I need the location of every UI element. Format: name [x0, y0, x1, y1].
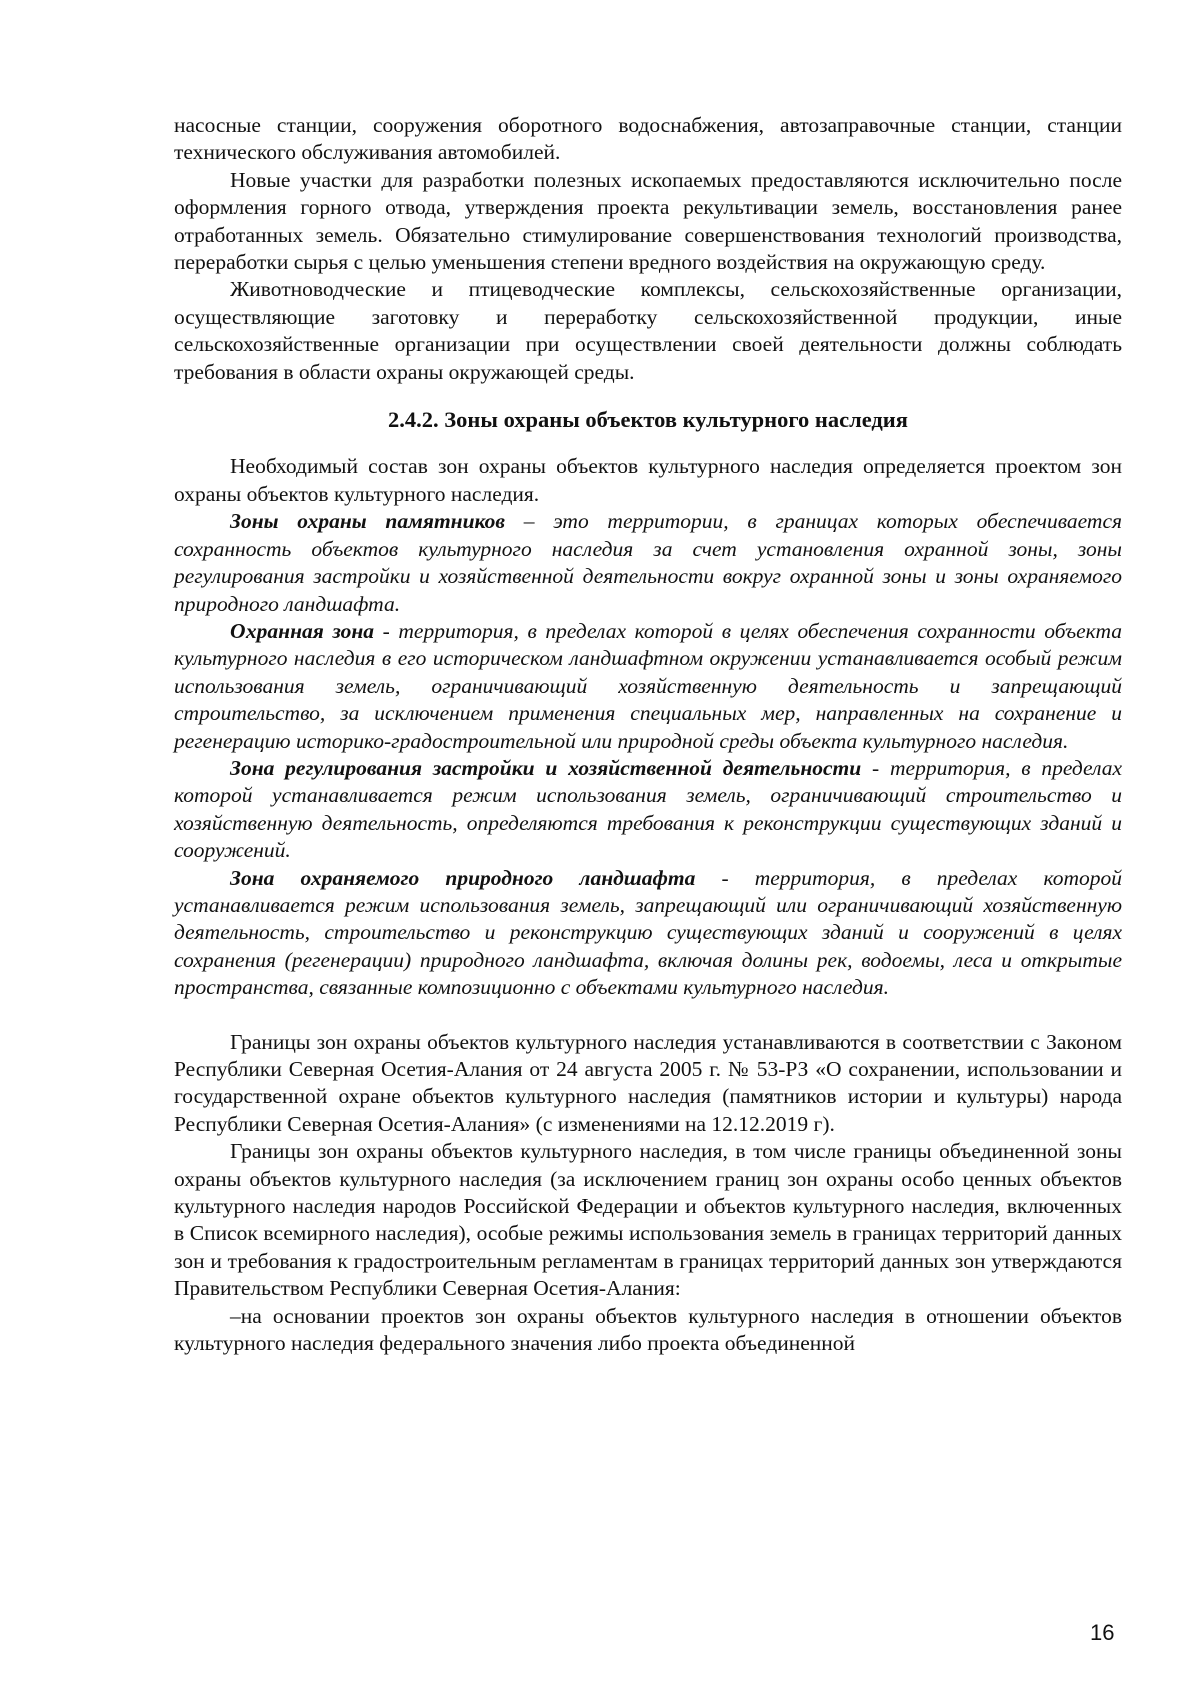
blank-line [174, 1002, 1122, 1029]
section-heading: 2.4.2. Зоны охраны объектов культурного наследия [388, 407, 908, 433]
definition-text: территория, в пределах которой устанавливается режим использования земель, запрещающий или ограничивающий хозяйственную деятельность, строительство и реконструкцию существующих зданий и сооружений в целях сохранения (регенерации) природного ландшафта, включая долины рек, водоемы, леса и открытые пространства, связанные композиционно с объектами культурного наследия. [174, 865, 1122, 1000]
paragraph-continuation: насосные станции, сооружения оборотного водоснабжения, автозаправочные станции, станции технического обслуживания автомобилей. [174, 113, 1122, 165]
paragraph-list-item: –на основании проектов зон охраны объектов культурного наследия в отношении объектов культурного наследия федерального значения либо проекта объединенной [174, 1303, 1122, 1356]
paragraph-agriculture: Животноводческие и птицеводческие комплексы, сельскохозяйственные организации, осуществляющие заготовку и переработку сельскохозяйственной продукции, иные сельскохозяйственные организации при осуществлении своей деятельности должны соблюдать требования в области охраны окружающей среды. [174, 277, 1122, 384]
definition-separator: - [374, 618, 399, 643]
definition-development-zone [174, 755, 1122, 865]
paragraph-government-approval: Границы зон охраны объектов культурного наследия, в том числе границы объединенной зоны охраны объектов культурного наследия (за исключением границ зон охраны особо ценных объектов культурного наследия народов Российской Федерации и объектов культурного наследия, включенных в Список всемирного наследия), особые режимы использования земель в границах территорий данных зон и требования к градостроительным регламентам в границах территорий данных зон утверждаются Правительством Республики Северная Осетия-Алания: [174, 1139, 1122, 1301]
section-intro: Необходимый состав зон охраны объектов культурного наследия определяется проектом зон охраны объектов культурного наследия. [174, 454, 1122, 506]
definition-separator: - [695, 865, 755, 890]
definition-text: территория, в пределах которой устанавливается режим использования земель, ограничивающий строительство и хозяйственную деятельность, определяются требования к реконструкции существующих зданий и сооружений. [174, 755, 1122, 863]
definition-separator: – [505, 509, 554, 534]
paragraph-law-reference: Границы зон охраны объектов культурного наследия устанавливаются в соответствии с Законом Республики Северная Осетия-Алания от 24 августа 2005 г. № 53-РЗ «О сохранении, использовании и государственной охране объектов культурного наследия (памятников истории и культуры) народа Республики Северная Осетия-Алания» (с изменениями на 12.12.2019 г). [174, 1029, 1122, 1136]
definition-protection-zone [174, 618, 1122, 755]
definition-term: Зона охраняемого природного ландшафта [230, 865, 696, 890]
document-page [174, 112, 1122, 1357]
definition-term: Зоны охраны памятников [230, 509, 505, 534]
definition-text: это территории, в границах которых обеспечивается сохранность объектов культурного наследия за счет установления охранной зоны, зоны регулирования застройки и хозяйственной деятельности вокруг охранной зоны и зоны охраняемого природного ландшафта. [174, 509, 1122, 616]
definition-term: Зона регулирования застройки и хозяйственной деятельности [230, 755, 862, 780]
definition-monument-zones [174, 508, 1122, 618]
definition-separator: - [861, 755, 891, 780]
paragraph-mining: Новые участки для разработки полезных ископаемых предоставляются исключительно после оформления горного отвода, утверждения проекта рекультивации земель, восстановления ранее отработанных земель. Обязательно стимулирование совершенствования технологий производства, переработки сырья с целью уменьшения степени вредного воздействия на окружающую среду. [174, 167, 1122, 275]
definition-landscape-zone [174, 865, 1122, 1002]
page-number: 16 [1090, 1620, 1115, 1645]
definition-term: Охранная зона [230, 618, 375, 643]
definition-text: территория, в пределах которой в целях обеспечения сохранности объекта культурного наследия в его историческом ландшафтном окружении устанавливается особый режим использования земель, ограничивающий хозяйственную деятельность и запрещающий строительство, за исключением применения специальных мер, направленных на сохранение и регенерацию историко-градостроительной или природной среды объекта культурного наследия. [174, 618, 1122, 753]
